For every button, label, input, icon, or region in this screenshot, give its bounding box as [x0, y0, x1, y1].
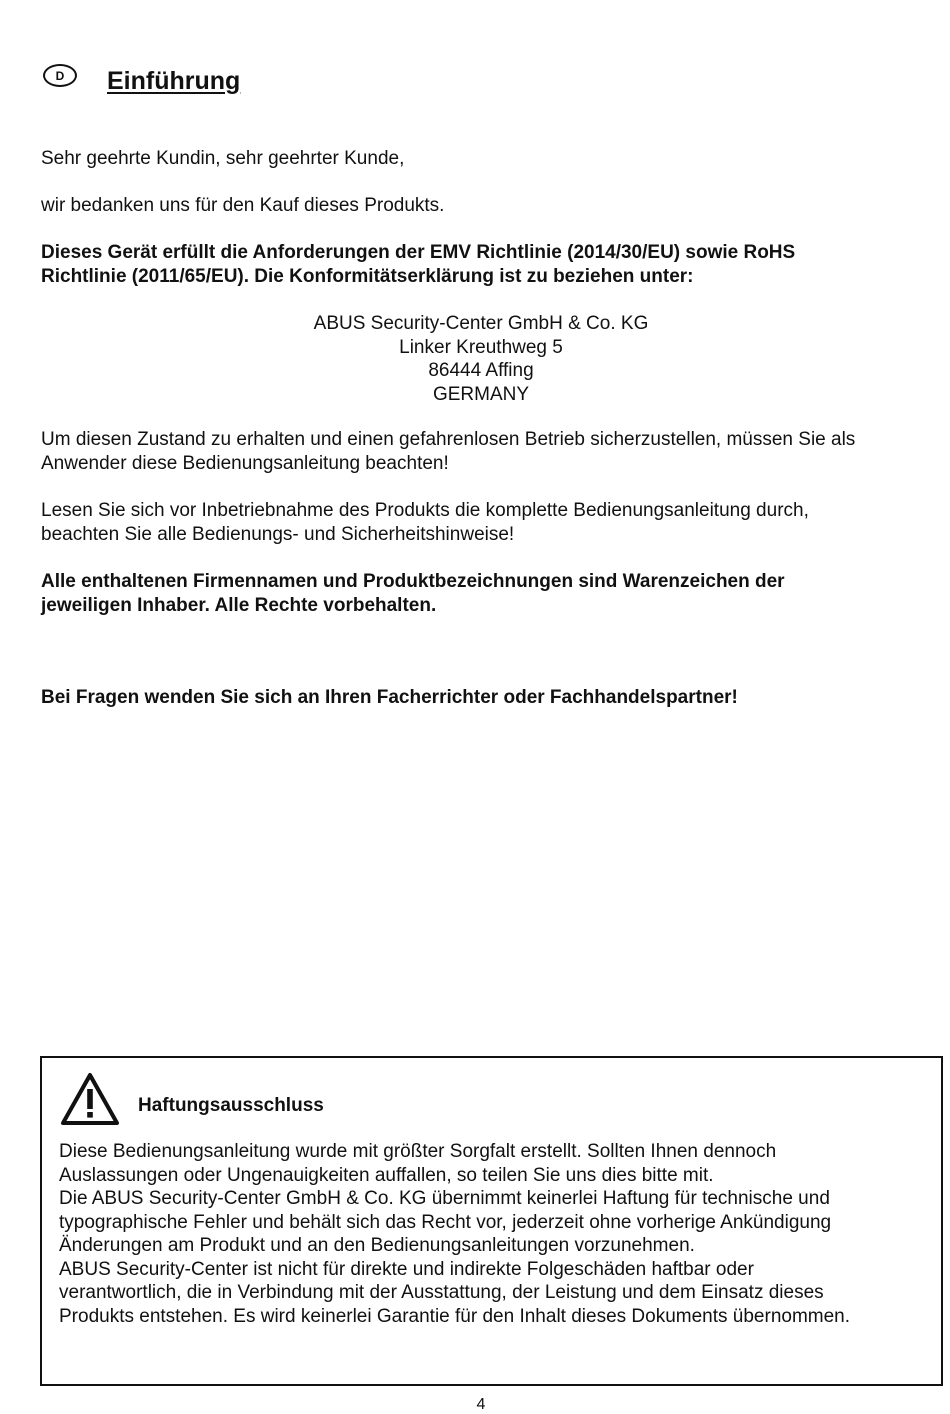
trademark-notice	[41, 570, 921, 617]
questions-notice: Bei Fragen wenden Sie sich an Ihren Facherrichter oder Fachhandelspartner!	[41, 687, 738, 708]
disclaimer-line: Produkts entstehen. Es wird keinerlei Garantie für den Inhalt dieses Dokuments übernommen.	[59, 1305, 851, 1327]
page-title: Einführung	[107, 67, 241, 95]
read-manual-paragraph	[41, 499, 921, 546]
condition-paragraph	[41, 428, 921, 475]
trademark-line-2: jeweiligen Inhaber. Alle Rechte vorbehalten.	[41, 594, 437, 616]
thanks-text: wir bedanken uns für den Kauf dieses Produkts.	[41, 195, 445, 216]
read-line-1: Lesen Sie sich vor Inbetriebnahme des Produkts die komplette Bedienungsanleitung durch,	[41, 500, 809, 521]
conformity-line-1: Dieses Gerät erfüllt die Anforderungen der EMV Richtlinie (2014/30/EU) sowie RoHS	[41, 242, 796, 263]
disclaimer-text	[59, 1140, 929, 1328]
language-badge	[43, 64, 77, 87]
disclaimer-line: Änderungen am Produkt und an den Bedienungsanleitungen vorzunehmen.	[59, 1235, 695, 1256]
language-badge-label: D	[55, 68, 65, 83]
page-number: 4	[476, 1396, 486, 1413]
disclaimer-line: verantwortlich, die in Verbindung mit der Ausstattung, der Leistung und dem Einsatz dieses	[59, 1282, 824, 1303]
conformity-line-2: Richtlinie (2011/65/EU). Die Konformitätserklärung ist zu beziehen unter:	[41, 265, 694, 287]
disclaimer-heading: Haftungsausschluss	[138, 1095, 324, 1116]
disclaimer-line: ABUS Security-Center ist nicht für direkte und indirekte Folgeschäden haftbar oder	[59, 1258, 754, 1280]
disclaimer-line: Auslassungen oder Ungenauigkeiten auffallen, so teilen Sie uns dies bitte mit.	[59, 1164, 714, 1186]
address-company: ABUS Security-Center GmbH & Co. KG	[313, 313, 649, 334]
disclaimer-line: typographische Fehler und behält sich das Recht vor, jederzeit ohne vorherige Ankündigung	[59, 1211, 832, 1233]
disclaimer-line: Diese Bedienungsanleitung wurde mit größter Sorgfalt erstellt. Sollten Ihnen dennoch	[59, 1141, 777, 1162]
address-city: 86444 Affing	[428, 360, 534, 381]
condition-line-2: Anwender diese Bedienungsanleitung beachten!	[41, 452, 449, 474]
greeting-text: Sehr geehrte Kundin, sehr geehrter Kunde,	[41, 148, 405, 169]
trademark-line-1: Alle enthaltenen Firmennamen und Produktbezeichnungen sind Warenzeichen der	[41, 571, 785, 592]
warning-triangle-icon	[60, 1072, 120, 1126]
disclaimer-line: Die ABUS Security-Center GmbH & Co. KG übernimmt keinerlei Haftung für technische und	[59, 1188, 830, 1209]
condition-line-1: Um diesen Zustand zu erhalten und einen gefahrenlosen Betrieb sicherzustellen, müssen Sie als	[41, 429, 856, 450]
disclaimer-box	[40, 1056, 943, 1386]
company-address	[41, 312, 921, 406]
read-line-2: beachten Sie alle Bedienungs- und Sicherheitshinweise!	[41, 523, 515, 545]
address-street: Linker Kreuthweg 5	[399, 336, 563, 358]
address-country: GERMANY	[432, 383, 530, 405]
conformity-statement	[41, 241, 921, 288]
